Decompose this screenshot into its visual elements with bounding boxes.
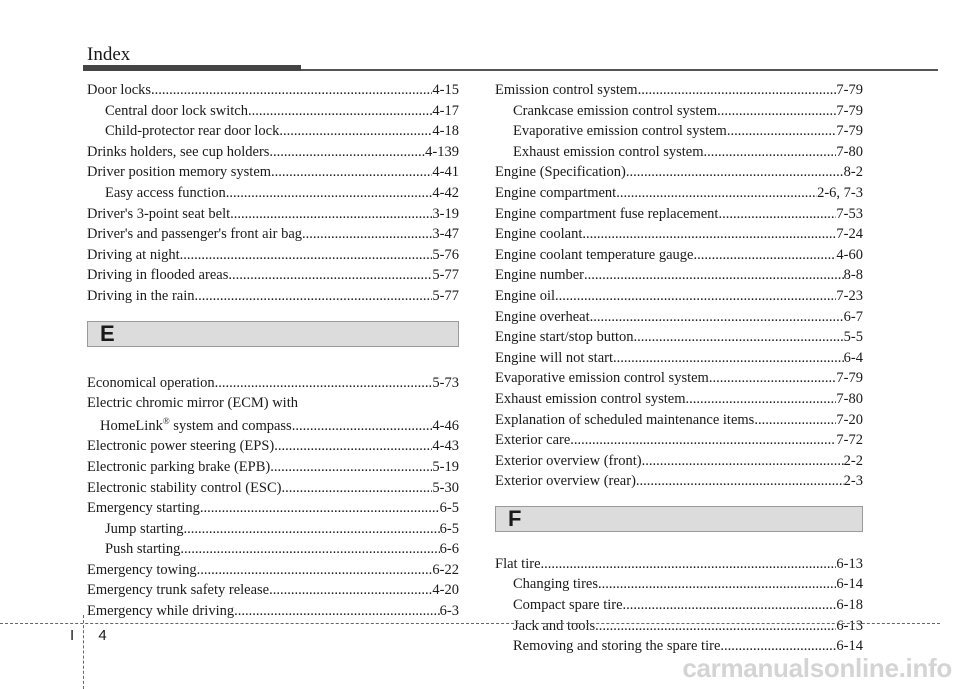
index-entry <box>495 224 863 245</box>
header-bar <box>83 65 301 71</box>
entry-term: Driver's and passenger's front air bag <box>87 226 303 243</box>
entry-page: 6-3 <box>439 603 459 620</box>
watermark: carmanualsonline.info <box>682 653 952 683</box>
leader-dots <box>634 327 844 348</box>
leader-dots <box>292 414 433 437</box>
entry-page: 7-53 <box>836 205 863 222</box>
entry-term: Exhaust emission control system <box>495 390 686 407</box>
entry-term: Child-protector rear door lock <box>105 123 280 140</box>
index-entry <box>495 348 863 369</box>
index-entry <box>87 265 459 286</box>
entry-term: Engine coolant temperature gauge <box>495 246 694 263</box>
index-entry <box>87 478 459 499</box>
index-entry <box>495 327 863 348</box>
entry-page: 7-80 <box>836 143 863 160</box>
entry-term: Engine number <box>495 267 584 284</box>
leader-dots <box>228 265 432 286</box>
entry-page: 7-79 <box>836 370 863 387</box>
entry-page: 4-46 <box>432 417 459 434</box>
leader-dots <box>693 245 836 266</box>
leader-dots <box>180 539 439 560</box>
leader-dots <box>709 368 837 389</box>
leader-dots <box>200 498 440 519</box>
entry-term: Drinks holders, see cup holders <box>87 143 270 160</box>
entry-term: Easy access function <box>105 184 226 201</box>
entry-term: Evaporative emission control system <box>513 123 727 140</box>
section-letter: E <box>100 320 115 346</box>
leader-dots <box>555 286 836 307</box>
leader-dots <box>686 389 837 410</box>
entry-term: Evaporative emission control system <box>495 370 709 387</box>
entry-page: 5-76 <box>432 246 459 263</box>
entry-term: Engine compartment fuse replacement <box>495 205 719 222</box>
entry-page: 6-22 <box>432 561 459 578</box>
entry-page: 6-7 <box>843 308 863 325</box>
entry-term: Emergency starting <box>87 500 200 517</box>
index-entry <box>495 368 863 389</box>
index-group-e <box>87 373 459 622</box>
index-group-d <box>87 80 459 307</box>
entry-page: 6-6 <box>439 541 459 558</box>
entry-term: Emergency while driving <box>87 603 235 620</box>
entry-term: Exterior care <box>495 432 571 449</box>
leader-dots <box>595 616 836 637</box>
index-entry <box>495 80 863 101</box>
entry-term: Exterior overview (rear) <box>495 473 636 490</box>
index-entry <box>495 389 863 410</box>
index-group-e-continued <box>495 80 863 492</box>
entry-page: 6-13 <box>836 617 863 634</box>
entry-page: 4-20 <box>432 582 459 599</box>
entry-page: 4-41 <box>432 164 459 181</box>
page-title: Index <box>87 44 131 65</box>
entry-term: Engine overheat <box>495 308 590 325</box>
entry-term: Economical operation <box>87 374 215 391</box>
leader-dots <box>180 245 433 266</box>
entry-page: 3-47 <box>432 226 459 243</box>
entry-term: Emergency towing <box>87 561 197 578</box>
entry-term: Engine will not start <box>495 349 613 366</box>
entry-term <box>100 414 292 437</box>
entry-page: 7-20 <box>836 411 863 428</box>
entry-page: 6-4 <box>843 349 863 366</box>
leader-dots <box>215 373 433 394</box>
index-entry <box>87 286 459 307</box>
leader-dots <box>197 560 433 581</box>
index-entry <box>495 451 863 472</box>
index-column-left <box>87 80 459 622</box>
leader-dots <box>636 471 844 492</box>
entry-page: 8-8 <box>843 267 863 284</box>
index-entry <box>495 554 863 575</box>
entry-page: 4-18 <box>432 123 459 140</box>
entry-term: Driving at night <box>87 246 180 263</box>
registered-mark: ® <box>162 415 170 426</box>
leader-dots <box>230 204 432 225</box>
index-column-right <box>495 80 863 657</box>
index-entry-multiline <box>87 393 459 436</box>
entry-term: Emission control system <box>495 82 638 98</box>
entry-page: 7-72 <box>836 432 863 449</box>
entry-term: Central door lock switch <box>105 102 248 119</box>
entry-term: Electronic parking brake (EPB) <box>87 458 271 475</box>
entry-term-part: HomeLink <box>100 417 163 434</box>
entry-page: 7-79 <box>836 123 863 140</box>
leader-dots <box>704 142 837 163</box>
entry-term: Driving in flooded areas <box>87 267 229 284</box>
entry-term: Jump starting <box>105 520 184 537</box>
leader-dots <box>584 265 844 286</box>
entry-page: 4-60 <box>836 246 863 263</box>
index-entry <box>495 121 863 142</box>
entry-page: 7-23 <box>836 287 863 304</box>
entry-page: 6-5 <box>439 520 459 537</box>
index-entry <box>87 183 459 204</box>
entry-page: 6-5 <box>439 500 459 517</box>
index-entry <box>87 498 459 519</box>
index-entry <box>87 519 459 540</box>
entry-term: Jack and tools <box>513 617 596 634</box>
leader-dots <box>590 307 844 328</box>
section-header-f <box>495 506 863 532</box>
entry-page: 6-14 <box>836 638 863 655</box>
leader-dots <box>626 162 844 183</box>
index-group-f <box>495 554 863 657</box>
index-entry <box>87 580 459 601</box>
index-entry <box>495 265 863 286</box>
index-entry <box>495 574 863 595</box>
leader-dots <box>598 574 836 595</box>
entry-term: Driver's 3-point seat belt <box>87 205 231 222</box>
leader-dots <box>271 162 432 183</box>
leader-dots <box>248 101 432 122</box>
leader-dots <box>226 183 433 204</box>
entry-page: 2-6, 7-3 <box>817 184 863 201</box>
index-entry <box>495 245 863 266</box>
index-entry <box>87 101 459 122</box>
leader-dots <box>718 204 836 225</box>
entry-page: 5-30 <box>432 479 459 496</box>
entry-page: 7-80 <box>836 390 863 407</box>
leader-dots <box>234 601 440 622</box>
entry-term-part: system and compass <box>169 417 292 434</box>
entry-page: 6-13 <box>836 555 863 572</box>
leader-dots <box>269 580 432 601</box>
entry-page: 7-24 <box>836 226 863 243</box>
leader-dots <box>282 478 433 499</box>
entry-page: 4-43 <box>432 438 459 455</box>
leader-dots <box>274 436 432 457</box>
entry-term: Electric chromic mirror (ECM) with <box>87 395 298 412</box>
index-entry <box>87 204 459 225</box>
index-entry <box>87 224 459 245</box>
entry-term: Flat tire <box>495 555 541 572</box>
index-entry <box>87 436 459 457</box>
entry-term: Electronic stability control (ESC) <box>87 479 282 496</box>
leader-dots <box>727 121 837 142</box>
entry-page: 2-2 <box>843 452 863 469</box>
entry-term: Engine oil <box>495 287 556 304</box>
footer-rule <box>0 623 940 624</box>
entry-term: Explanation of scheduled maintenance items <box>495 411 755 428</box>
entry-term: Crankcase emission control system <box>513 102 718 119</box>
entry-page: 5-73 <box>432 374 459 391</box>
entry-page: 7-79 <box>836 82 863 98</box>
entry-page: 2-3 <box>843 473 863 490</box>
entry-term: Exhaust emission control system <box>513 143 704 160</box>
leader-dots <box>570 430 836 451</box>
index-entry <box>87 539 459 560</box>
index-entry <box>87 457 459 478</box>
leader-dots <box>541 554 837 575</box>
entry-page: 5-5 <box>843 329 863 346</box>
entry-term: Emergency trunk safety release <box>87 582 270 599</box>
page-number: I 4 <box>70 627 117 644</box>
index-entry <box>495 616 863 637</box>
index-entry <box>495 471 863 492</box>
index-entry <box>495 204 863 225</box>
entry-term: Door locks <box>87 82 152 98</box>
entry-page: 4-42 <box>432 184 459 201</box>
entry-term: Compact spare tire <box>513 597 623 614</box>
header-rule <box>301 69 938 71</box>
leader-dots <box>582 224 836 245</box>
entry-term: Push starting <box>105 541 181 558</box>
index-entry <box>87 560 459 581</box>
entry-page: 5-77 <box>432 287 459 304</box>
section-letter: F <box>508 505 522 531</box>
leader-dots <box>279 121 432 142</box>
entry-page: 4-15 <box>432 82 459 98</box>
entry-term: Engine (Specification) <box>495 164 626 181</box>
index-entry <box>495 410 863 431</box>
index-entry <box>495 183 863 204</box>
index-entry <box>87 121 459 142</box>
index-entry <box>495 595 863 616</box>
entry-term: Exterior overview (front) <box>495 452 642 469</box>
entry-term: Electronic power steering (EPS) <box>87 438 275 455</box>
index-entry <box>495 101 863 122</box>
entry-term: Engine coolant <box>495 226 583 243</box>
leader-dots <box>616 183 817 204</box>
entry-page: 5-77 <box>432 267 459 284</box>
entry-page: 6-14 <box>836 576 863 593</box>
section-header-e <box>87 321 459 347</box>
index-entry <box>87 142 459 163</box>
leader-dots <box>302 224 432 245</box>
leader-dots <box>642 451 844 472</box>
entry-term: Changing tires <box>513 576 598 593</box>
leader-dots <box>151 80 432 101</box>
entry-term: Engine compartment <box>495 184 617 201</box>
leader-dots <box>270 457 432 478</box>
index-entry <box>87 373 459 394</box>
leader-dots <box>717 101 836 122</box>
entry-page: 4-139 <box>425 143 459 160</box>
index-entry <box>495 162 863 183</box>
index-entry <box>495 286 863 307</box>
entry-term: Driving in the rain <box>87 287 195 304</box>
entry-page: 3-19 <box>432 205 459 222</box>
index-entry <box>495 430 863 451</box>
entry-page: 8-2 <box>843 164 863 181</box>
index-entry <box>87 80 459 101</box>
index-entry <box>495 307 863 328</box>
entry-page: 7-79 <box>836 102 863 119</box>
entry-page: 4-17 <box>432 102 459 119</box>
index-entry <box>87 601 459 622</box>
leader-dots <box>623 595 837 616</box>
index-entry <box>87 162 459 183</box>
index-entry <box>87 245 459 266</box>
leader-dots <box>195 286 433 307</box>
leader-dots <box>754 410 836 431</box>
entry-term: Removing and storing the spare tire <box>513 638 721 655</box>
leader-dots <box>638 80 837 101</box>
entry-term: Engine start/stop button <box>495 329 634 346</box>
leader-dots <box>269 142 425 163</box>
entry-term: Driver position memory system <box>87 164 272 181</box>
entry-page: 5-19 <box>432 458 459 475</box>
leader-dots <box>613 348 844 369</box>
leader-dots <box>184 519 440 540</box>
index-entry <box>495 142 863 163</box>
entry-page: 6-18 <box>836 597 863 614</box>
